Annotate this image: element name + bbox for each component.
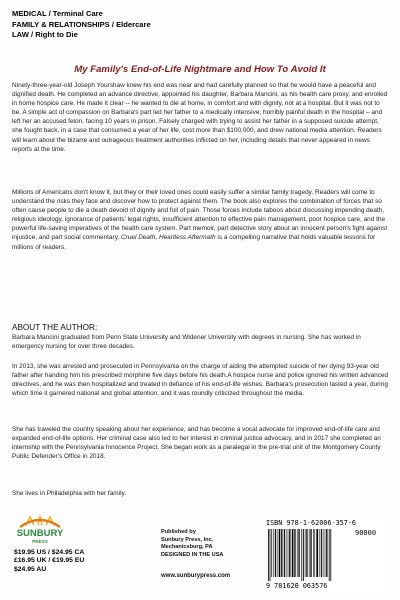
barcode-bar bbox=[297, 529, 298, 577]
category-line: LAW / Right to Die bbox=[12, 30, 78, 40]
barcode-bar bbox=[294, 529, 295, 577]
barcode-bar bbox=[298, 529, 299, 577]
publisher-line: Published by bbox=[161, 529, 196, 535]
barcode-bar bbox=[329, 529, 330, 581]
price-line: $19.95 US / $24.95 CA bbox=[14, 549, 85, 556]
barcode-bar bbox=[330, 529, 331, 581]
author-bio-paragraph-4 bbox=[12, 489, 390, 498]
barcode-bar bbox=[315, 529, 316, 577]
bisac-categories bbox=[12, 9, 151, 41]
barcode-bar bbox=[313, 529, 314, 577]
barcode-graphic bbox=[266, 527, 352, 582]
paragraph-text: Barbara Mancini graduated from Penn State University and Widener University with degrees in nursing. She has worked in emergency nursing for over three decades. bbox=[12, 334, 361, 351]
barcode-bar bbox=[273, 529, 274, 577]
barcode-bar bbox=[268, 529, 269, 581]
barcode-bar bbox=[309, 529, 310, 577]
barcode-bar bbox=[305, 529, 306, 577]
barcode-bar bbox=[284, 529, 285, 577]
barcode-bar bbox=[303, 529, 304, 581]
barcode-bar bbox=[325, 529, 326, 577]
barcode-bar bbox=[301, 529, 302, 581]
ean-digits: 9 781620 063576 bbox=[266, 582, 328, 590]
barcode-bar bbox=[277, 529, 278, 577]
author-bio-paragraph-3 bbox=[12, 425, 390, 461]
barcode-bar bbox=[306, 529, 307, 577]
category-line: MEDICAL / Terminal Care bbox=[12, 9, 103, 18]
paragraph-text: She has traveled the country speaking about her experience, and has become a vocal advocate for improved end-of-life care and expanded end-of-life options. Her criminal case also led to her interest in criminal justice advocacy, and in 2017 she completed an internship with the Pennsylvania Innocence Project. She began work as a paralegal in the pre-trial unit of the Montgomery County Public Defender's Office in 2018. bbox=[12, 426, 381, 461]
barcode-bar bbox=[288, 529, 289, 577]
paragraph-text-after: is a compelling narrative that holds valuable lessons for millions of readers. bbox=[12, 234, 376, 251]
publisher-website: www.sunburypress.com bbox=[161, 573, 231, 579]
barcode-bar bbox=[292, 529, 294, 577]
barcode-bar bbox=[270, 529, 271, 581]
paragraph-text bbox=[12, 188, 390, 252]
isbn-barcode-panel bbox=[262, 518, 390, 594]
barcode-bar bbox=[321, 529, 322, 577]
price-line: £16.95 UK / €19.95 EU bbox=[14, 557, 85, 565]
logo-subtext: PRESS bbox=[32, 539, 48, 544]
paragraph-text: In 2013, she was arrested and prosecuted in Pennsylvania on the charge of aiding the attempted suicide of her dying 93-year old father after handing him his prescribed morphine five days before his death.A hospice nurse and police ignored his written advanced directives, and he was then hospitalized and treated in defiance of his end-of-life wishes. Barbara's prosecution lasted a year, during which time it garnered national and global attention, and it was roundly criticized throughout the media. bbox=[12, 363, 389, 398]
barcode-bar bbox=[275, 529, 276, 577]
logo-wordmark: SUNBURY bbox=[16, 528, 64, 539]
barcode-bar bbox=[289, 529, 290, 577]
book-subtitle: My Family's End-of-Life Nightmare and How To Avoid It bbox=[74, 64, 326, 75]
sunbury-press-logo bbox=[12, 515, 68, 545]
barcode-bar bbox=[271, 529, 272, 577]
publisher-line: Mechanicsburg, PA bbox=[161, 544, 213, 551]
barcode-bar bbox=[316, 529, 318, 577]
isbn-label: ISBN 978-1-62006-357-6 bbox=[266, 519, 357, 527]
publisher-line: DESIGNED IN THE USA bbox=[161, 551, 224, 558]
paragraph-text-before: Millions of Americans don't know it, but they or their loved ones could easily suffer a similar family tragedy. Readers will come to understand the risks they face and discover how to protect against them. The book also explores the combination of forces that so often cause people to die a death devoid of dignity and full of pain. Those forces include taboos about discussing impending death, religious ideology, ignorance of patients' legal rights, insufficient attention to effective pain management, poor hospice care, and the powerful life-saving imperatives of the health care system. Part memoir, part detective story about an innocent person's fight against injustice, and part social commentary, bbox=[12, 189, 388, 242]
author-bio-paragraph-1 bbox=[12, 333, 390, 351]
price-code: 90000 bbox=[355, 529, 377, 537]
barcode-bar bbox=[319, 529, 320, 577]
price-list bbox=[14, 549, 84, 574]
barcode-bar bbox=[326, 529, 327, 577]
synopsis-paragraph-1 bbox=[12, 81, 390, 154]
book-title-italic: Cruel Death, Heartless Aftermath bbox=[121, 234, 216, 242]
publisher-line: Sunbury Press, Inc. bbox=[161, 536, 214, 543]
publisher-info bbox=[161, 529, 223, 559]
barcode-bar bbox=[281, 529, 282, 577]
paragraph-text: She lives in Philadelphia with her family. bbox=[12, 490, 127, 497]
barcode-bar bbox=[279, 529, 281, 577]
paragraph-text: Ninety-three-year-old Joseph Yourshaw knew his end was near and had carefully planned so that he would have a peaceful and dignified death. He completed an advance directive, appointed his daughter, Barbara Mancini, as his health care proxy, and enrolled in home hospice care. He made it clear -- he wanted to die at home, in comfort and with dignity, not at a hospital. But it was not to be. A simple act of compassion on Barbara's part led her father to a medically intensive, horribly painful death in the hospital – and left her an accused felon, facing 10 years in prison. Falsely charged with trying to assist her father in a supposed suicide attempt, she fought back, in a case that consumed a year of her life, cost more than $100,000, and drew national media attention. Readers will learn about the bizarre and outrageous treatment authorities inflicted on her, including details that never appeared in news reports at the time. bbox=[12, 82, 388, 153]
about-author-heading: ABOUT THE AUTHOR: bbox=[12, 323, 98, 332]
category-line: FAMILY & RELATIONSHIPS / Eldercare bbox=[12, 19, 151, 29]
price-line: $24.95 AU bbox=[14, 565, 47, 573]
author-bio-paragraph-2 bbox=[12, 362, 390, 398]
barcode-bar bbox=[323, 529, 324, 577]
barcode-bar bbox=[310, 529, 311, 577]
synopsis-paragraph-2 bbox=[12, 188, 390, 252]
barcode-bar bbox=[286, 529, 287, 577]
